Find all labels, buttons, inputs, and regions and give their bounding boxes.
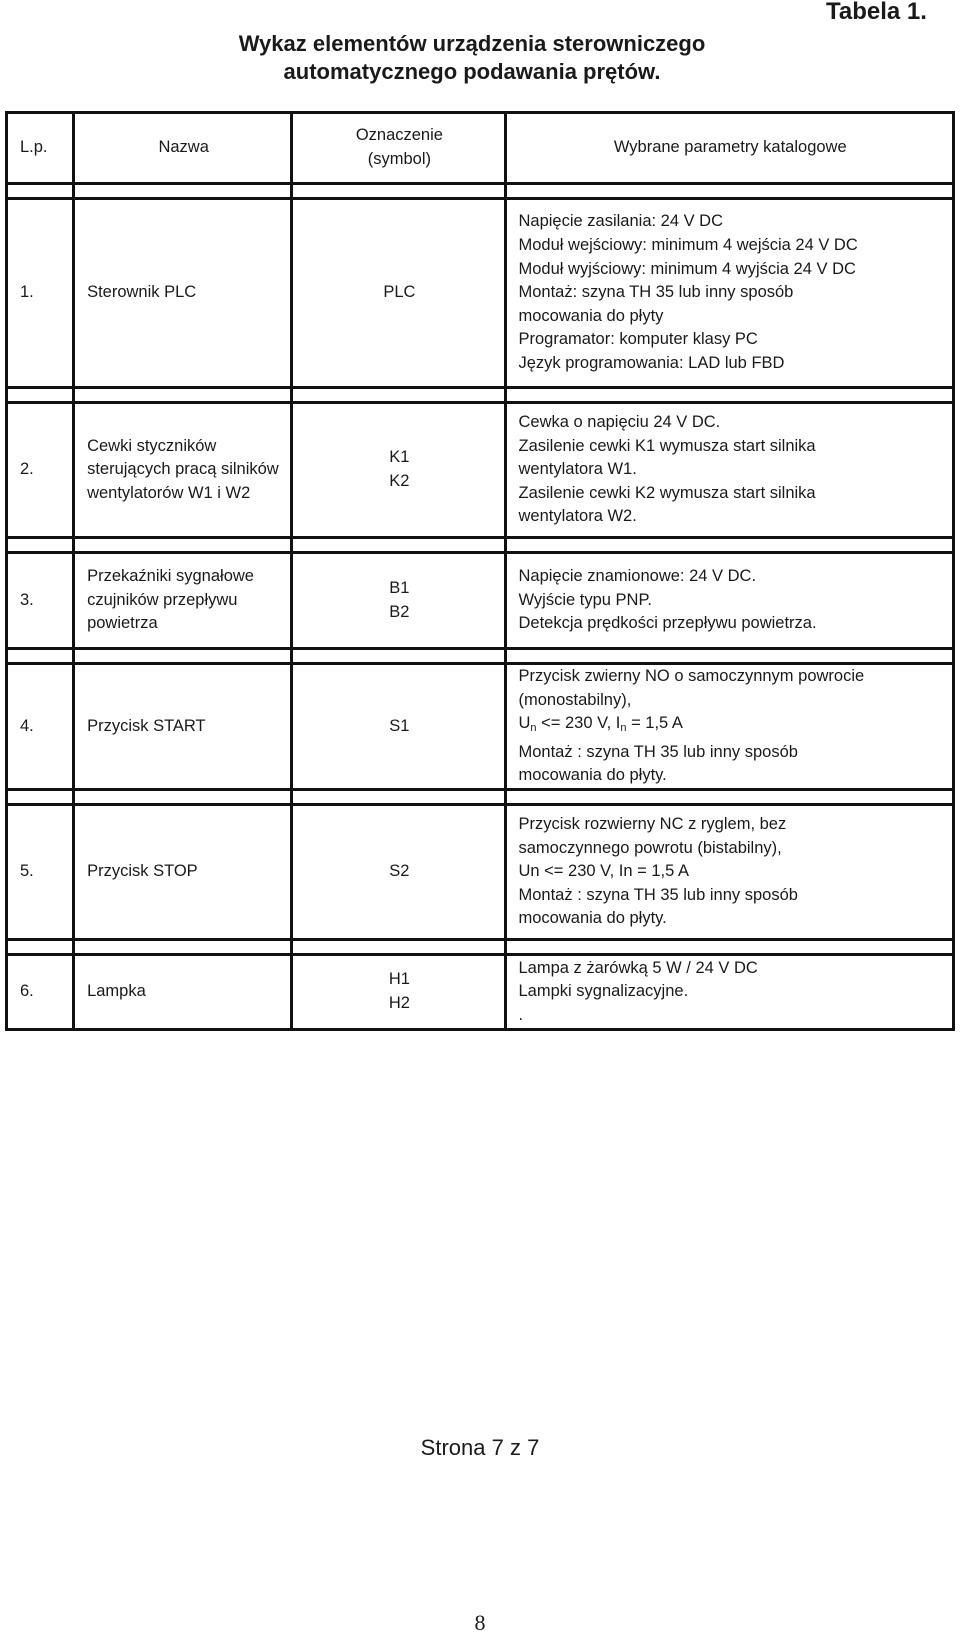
symbol-line: K2	[389, 472, 410, 490]
symbol-line: S1	[389, 716, 410, 735]
param-line: mocowania do płyty.	[518, 766, 667, 785]
current-value: = 1,5 A	[626, 714, 683, 733]
row-params	[505, 199, 954, 388]
param-line: Montaż : szyna TH 35 lub inny sposób	[518, 885, 798, 904]
symbol-line: H2	[388, 993, 410, 1012]
row-spacer	[7, 939, 954, 954]
param-line: .	[518, 1005, 524, 1024]
row-spacer	[7, 789, 954, 804]
header-symbol-line-2: (symbol)	[367, 150, 432, 168]
table-row	[7, 954, 954, 1029]
param-line: Montaż : szyna TH 35 lub inny sposób	[518, 742, 798, 761]
symbol-line: B2	[389, 602, 410, 621]
param-line: Zasilenie cewki K2 wymusza start silnika	[518, 483, 816, 502]
header-symbol-line-1: Oznaczenie	[355, 126, 443, 145]
row-lp: 5.	[7, 804, 74, 939]
param-line: Napięcie znamionowe: 24 V DC.	[518, 567, 757, 586]
param-line: Przycisk rozwierny NC z ryglem, bez	[518, 814, 787, 833]
param-line: mocowania do płyty.	[518, 909, 667, 928]
symbol-line: H1	[388, 970, 410, 989]
row-name: Sterownik PLC	[74, 199, 292, 388]
param-line: wentylatora W1.	[518, 460, 637, 479]
row-name: Przycisk STOP	[74, 804, 292, 939]
param-line: Cewka o napięciu 24 V DC.	[518, 413, 721, 432]
page-footer: Strona 7 z 7	[420, 1435, 540, 1460]
symbol-line: B1	[389, 578, 410, 597]
table-row	[7, 199, 954, 388]
row-name	[74, 553, 292, 649]
row-params	[505, 403, 954, 538]
elements-table	[5, 111, 955, 1031]
table-row	[7, 664, 954, 790]
row-symbol	[292, 664, 505, 790]
title-line-2: automatycznego podawania prętów.	[283, 59, 661, 84]
row-name: Przycisk START	[74, 664, 292, 790]
header-lp: L.p.	[7, 113, 74, 184]
table-label: Tabela 1.	[826, 0, 927, 25]
row-params	[505, 804, 954, 939]
param-line: Montaż: szyna TH 35 lub inny sposób	[518, 283, 794, 302]
row-spacer	[7, 184, 954, 199]
param-line: samoczynnego powrotu (bistabilny),	[518, 838, 782, 857]
param-line: Napięcie zasilania: 24 V DC	[518, 212, 724, 231]
param-line: Programator: komputer klasy PC	[518, 330, 758, 349]
current-symbol: I	[615, 714, 621, 733]
voltage-symbol: U	[518, 714, 531, 733]
param-line: Język programowania: LAD lub FBD	[518, 353, 785, 372]
header-params: Wybrane parametry katalogowe	[505, 113, 954, 184]
row-params	[505, 664, 954, 790]
table-row	[7, 553, 954, 649]
row-symbol	[292, 199, 505, 388]
name-text: Cewki styczników sterujących pracą silników wentylatorów W1 i W2	[87, 436, 279, 502]
param-line: (monostabilny),	[518, 690, 632, 709]
symbol-line: PLC	[383, 283, 416, 302]
param-line: Moduł wejściowy: minimum 4 wejścia 24 V DC	[518, 236, 858, 255]
row-lp: 2.	[7, 403, 74, 538]
param-line: Przycisk zwierny NO o samoczynnym powrocie	[518, 667, 865, 685]
row-symbol	[292, 553, 505, 649]
symbol-line: K1	[389, 448, 410, 467]
name-text: Przekaźniki sygnałowe czujników przepływu powietrza	[87, 567, 254, 633]
table-header-row	[7, 113, 954, 184]
row-name: Lampka	[74, 954, 292, 1029]
row-spacer	[7, 649, 954, 664]
row-lp: 6.	[7, 954, 74, 1029]
symbol-line: S2	[389, 862, 410, 881]
row-symbol	[292, 954, 505, 1029]
page-number: 8	[474, 1610, 486, 1635]
row-params	[505, 954, 954, 1029]
voltage-value: <= 230 V,	[536, 714, 616, 733]
param-line: Zasilenie cewki K1 wymusza start silnika	[518, 436, 816, 455]
row-name	[74, 403, 292, 538]
table-row	[7, 403, 954, 538]
rating-line	[519, 712, 943, 741]
voltage-subscript: n	[530, 722, 537, 735]
param-line: mocowania do płyty	[518, 306, 664, 325]
param-line: Un <= 230 V, In = 1,5 A	[518, 862, 689, 881]
row-lp: 3.	[7, 553, 74, 649]
row-symbol	[292, 403, 505, 538]
title-line-1: Wykaz elementów urządzenia sterowniczego	[238, 31, 706, 56]
param-line: Lampa z żarówką 5 W / 24 V DC	[518, 958, 758, 977]
row-spacer	[7, 538, 954, 553]
param-line: Detekcja prędkości przepływu powietrza.	[518, 614, 817, 633]
param-line: wentylatora W2.	[518, 507, 637, 526]
header-symbol	[292, 113, 505, 184]
param-line: Moduł wyjściowy: minimum 4 wyjścia 24 V DC	[518, 259, 856, 278]
table-row	[7, 804, 954, 939]
row-spacer	[7, 388, 954, 403]
header-name: Nazwa	[74, 113, 292, 184]
row-lp: 4.	[7, 664, 74, 790]
row-symbol	[292, 804, 505, 939]
row-lp: 1.	[7, 199, 74, 388]
current-subscript: n	[620, 722, 627, 735]
param-line: Wyjście typu PNP.	[518, 590, 652, 609]
param-line: Lampki sygnalizacyjne.	[518, 982, 689, 1001]
row-params	[505, 553, 954, 649]
document-title	[212, 30, 732, 86]
